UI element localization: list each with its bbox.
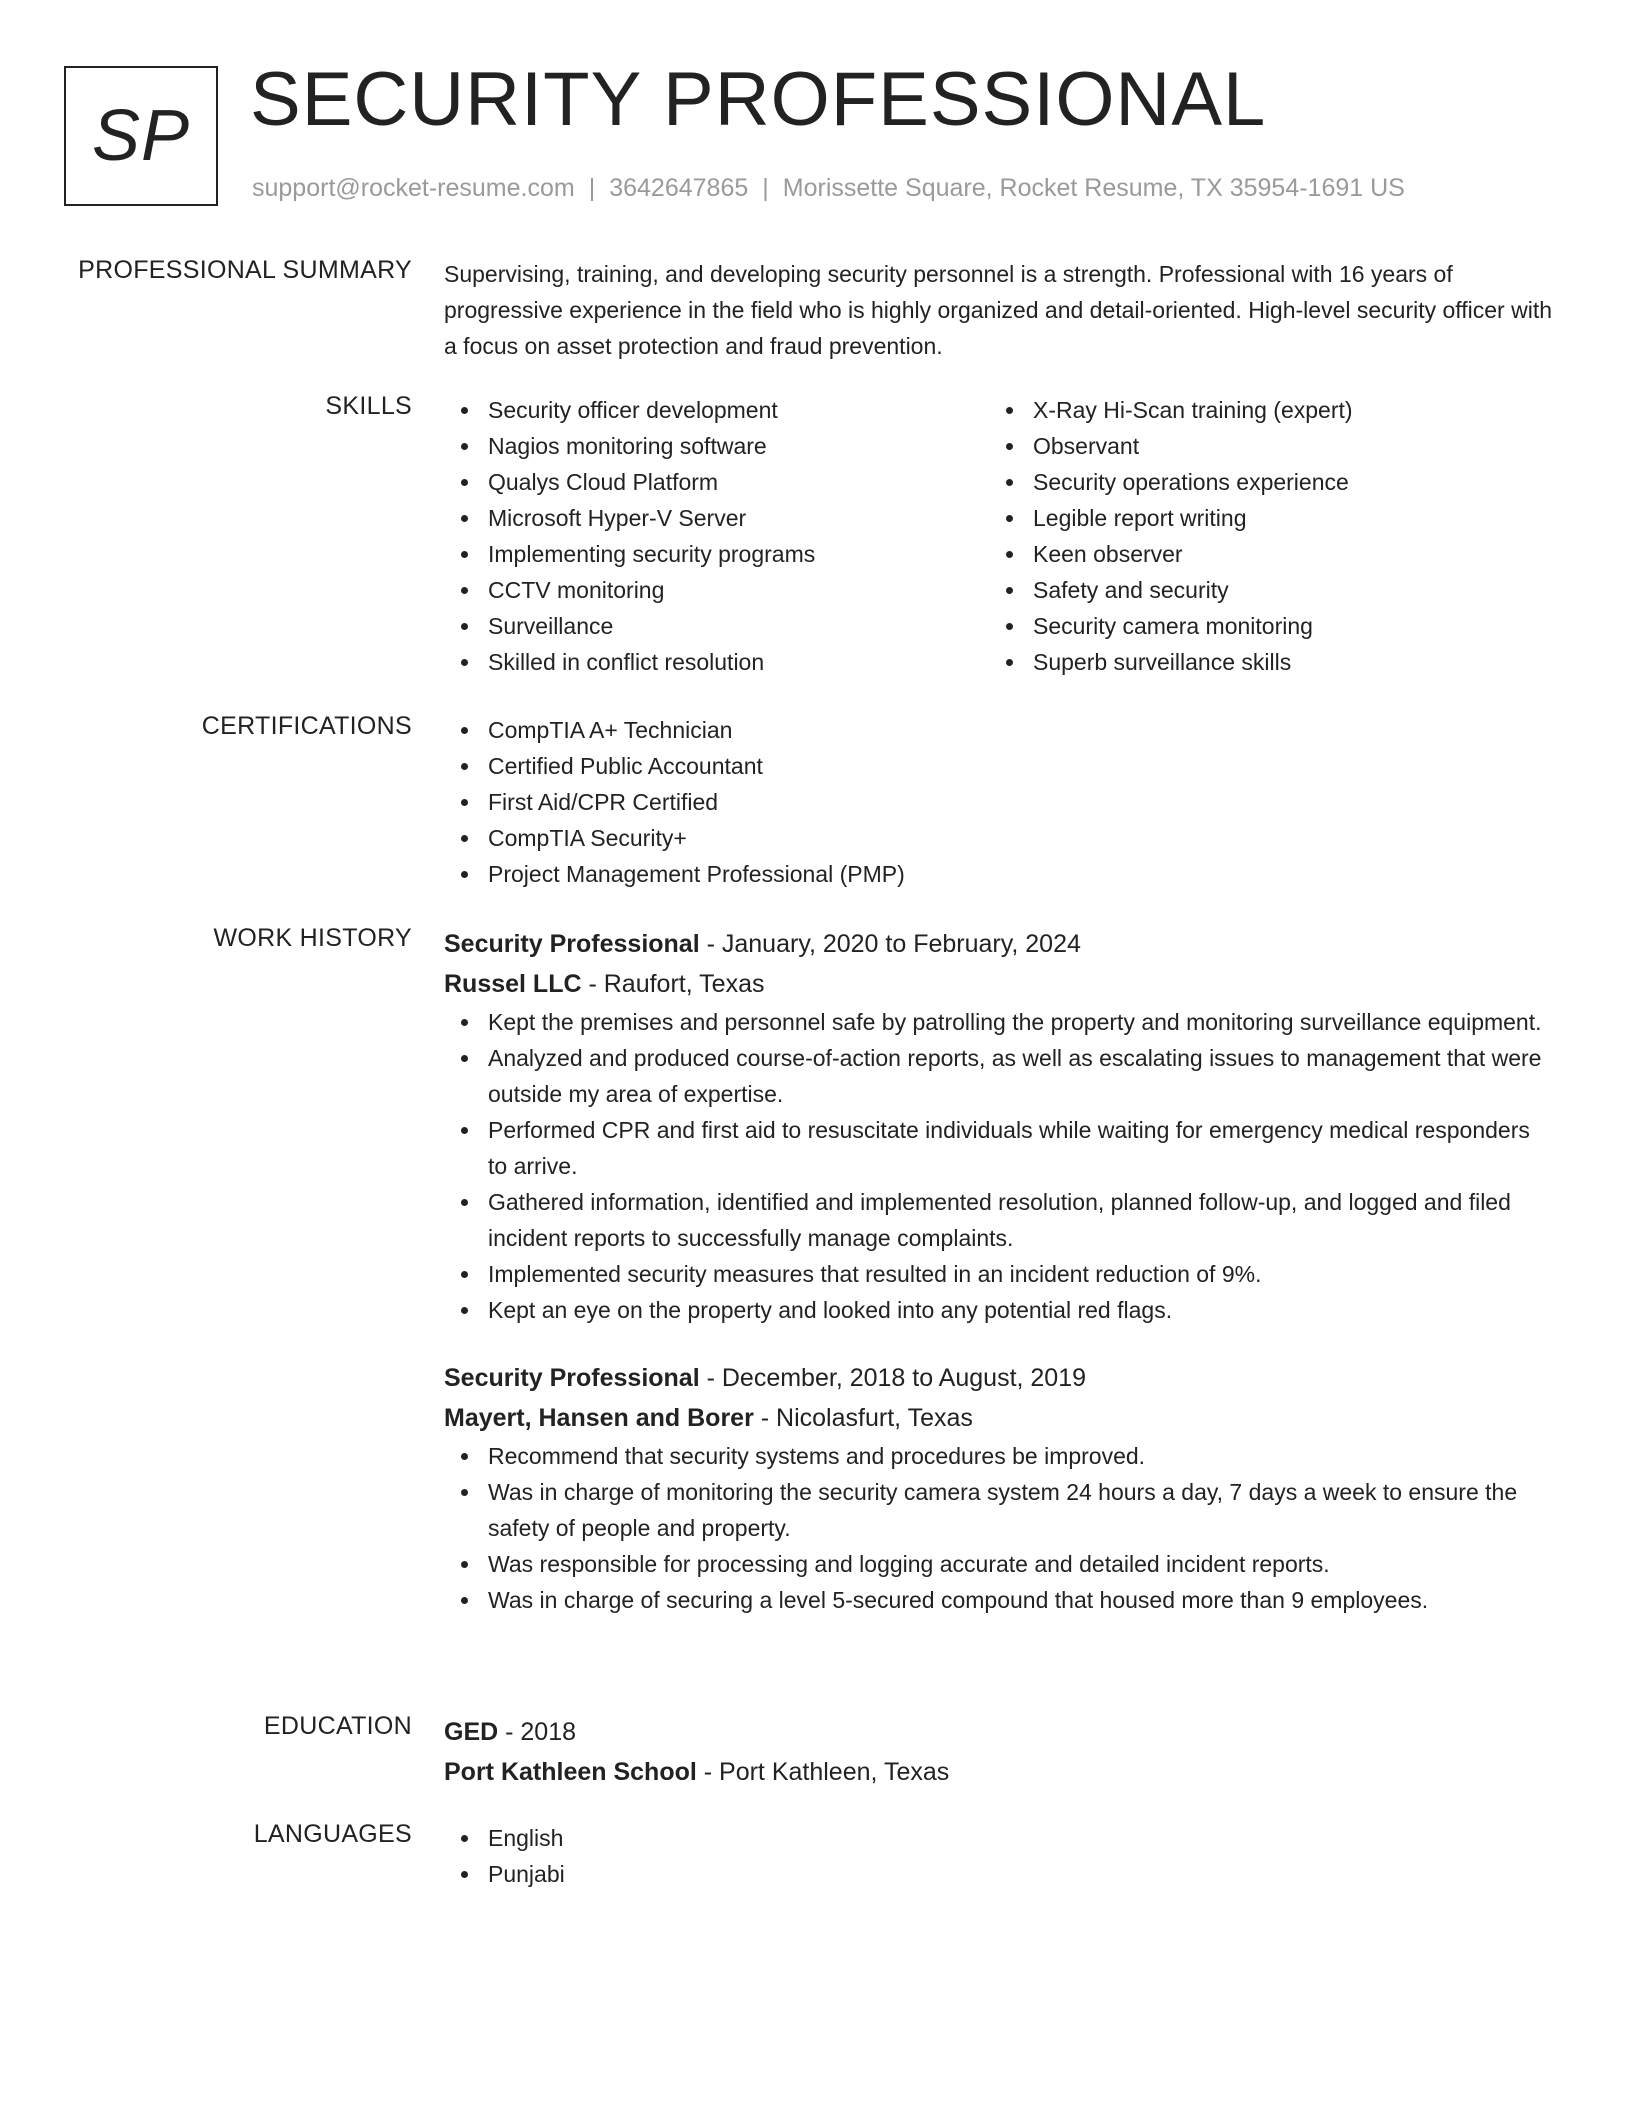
skill-item: Security officer development xyxy=(444,392,989,428)
job-duty-item: Kept an eye on the property and looked into any potential red flags. xyxy=(444,1292,1554,1328)
skills-list-right xyxy=(989,392,1534,680)
section-label: CERTIFICATIONS xyxy=(201,712,412,740)
skills-list-left xyxy=(444,392,989,680)
contact-separator: | xyxy=(762,174,769,202)
skill-item: Security operations experience xyxy=(989,464,1534,500)
education-school-line xyxy=(444,1752,1554,1792)
section-label: LANGUAGES xyxy=(253,1820,412,1848)
skill-item: X-Ray Hi-Scan training (expert) xyxy=(989,392,1534,428)
job-title: Security Professional xyxy=(444,1364,700,1392)
skill-item: Microsoft Hyper-V Server xyxy=(444,500,989,536)
section-label: EDUCATION xyxy=(263,1712,412,1740)
contact-separator: | xyxy=(588,174,596,202)
education-degree-line xyxy=(444,1712,1554,1752)
summary-text: Supervising, training, and developing security personnel is a strength. Professional with 16 years of progressive experience in the field who is highly organized and detail-oriented. High-level security officer with a focus on asset protection and fraud prevention. xyxy=(444,261,1552,359)
contact-email[interactable]: support@rocket-resume.com xyxy=(252,174,575,202)
job-duty-item: Implemented security measures that resulted in an incident reduction of 9%. xyxy=(444,1256,1554,1292)
job-entry xyxy=(444,1358,1554,1618)
education-school: Port Kathleen School xyxy=(444,1758,697,1786)
education-degree: GED xyxy=(444,1718,499,1746)
job-location: - Nicolasfurt, Texas xyxy=(753,1404,973,1432)
job-duties-list xyxy=(444,1004,1554,1328)
job-duty-item: Performed CPR and first aid to resuscitate individuals while waiting for emergency medical responders to arrive. xyxy=(444,1112,1554,1184)
education-year: - 2018 xyxy=(498,1718,577,1746)
job-company-line xyxy=(444,1398,1554,1438)
job-company: Mayert, Hansen and Borer xyxy=(444,1404,754,1432)
certification-item: Project Management Professional (PMP) xyxy=(444,856,1554,892)
skill-item: Skilled in conflict resolution xyxy=(444,644,989,680)
skills-body xyxy=(444,392,1554,680)
language-item: English xyxy=(444,1820,1554,1856)
monogram-badge: SP xyxy=(64,66,218,206)
section-label: PROFESSIONAL SUMMARY xyxy=(78,256,412,284)
skill-item: Security camera monitoring xyxy=(989,608,1534,644)
certifications-body xyxy=(444,712,1554,892)
skill-item: Keen observer xyxy=(989,536,1534,572)
skill-item: Observant xyxy=(989,428,1534,464)
contact-address: Morissette Square, Rocket Resume, TX 35954-1691 US xyxy=(782,174,1405,202)
job-duties-list xyxy=(444,1438,1554,1618)
certification-item: First Aid/CPR Certified xyxy=(444,784,1554,820)
contact-phone[interactable]: 3642647865 xyxy=(609,174,749,202)
summary-body xyxy=(444,256,1554,364)
job-company: Russel LLC xyxy=(444,970,582,998)
skill-item: Legible report writing xyxy=(989,500,1534,536)
resume-name-title: SECURITY PROFESSIONAL xyxy=(250,57,1267,142)
skill-item: Nagios monitoring software xyxy=(444,428,989,464)
job-location: - Raufort, Texas xyxy=(581,970,765,998)
contact-line xyxy=(252,174,1405,203)
skill-item: Implementing security programs xyxy=(444,536,989,572)
languages-body xyxy=(444,1820,1554,1892)
section-label: WORK HISTORY xyxy=(213,924,412,952)
job-duty-item: Was in charge of securing a level 5-secured compound that housed more than 9 employees. xyxy=(444,1582,1554,1618)
job-duty-item: Recommend that security systems and procedures be improved. xyxy=(444,1438,1554,1474)
language-item: Punjabi xyxy=(444,1856,1554,1892)
job-duty-item: Gathered information, identified and implemented resolution, planned follow-up, and logged and filed incident reports to successfully manage complaints. xyxy=(444,1184,1554,1256)
certifications-list xyxy=(444,712,1554,892)
job-duty-item: Was responsible for processing and logging accurate and detailed incident reports. xyxy=(444,1546,1554,1582)
certification-item: Certified Public Accountant xyxy=(444,748,1554,784)
education-body xyxy=(444,1712,1554,1792)
skill-item: CCTV monitoring xyxy=(444,572,989,608)
certification-item: CompTIA Security+ xyxy=(444,820,1554,856)
skill-item: Safety and security xyxy=(989,572,1534,608)
education-location: - Port Kathleen, Texas xyxy=(696,1758,950,1786)
section-label: SKILLS xyxy=(325,392,412,420)
job-title-line xyxy=(444,1358,1554,1398)
job-title-line xyxy=(444,924,1554,964)
certification-item: CompTIA A+ Technician xyxy=(444,712,1554,748)
skill-item: Surveillance xyxy=(444,608,989,644)
languages-list xyxy=(444,1820,1554,1892)
job-duty-item: Analyzed and produced course-of-action reports, as well as escalating issues to management that were outside my area of expertise. xyxy=(444,1040,1554,1112)
job-dates: - December, 2018 to August, 2019 xyxy=(699,1364,1087,1392)
job-duty-item: Kept the premises and personnel safe by patrolling the property and monitoring surveillance equipment. xyxy=(444,1004,1554,1040)
work-history-body xyxy=(444,924,1554,1618)
job-dates: - January, 2020 to February, 2024 xyxy=(699,930,1081,958)
job-company-line xyxy=(444,964,1554,1004)
job-entry xyxy=(444,924,1554,1328)
skill-item: Superb surveillance skills xyxy=(989,644,1534,680)
job-title: Security Professional xyxy=(444,930,700,958)
job-duty-item: Was in charge of monitoring the security camera system 24 hours a day, 7 days a week to ensure the safety of people and property. xyxy=(444,1474,1554,1546)
skill-item: Qualys Cloud Platform xyxy=(444,464,989,500)
